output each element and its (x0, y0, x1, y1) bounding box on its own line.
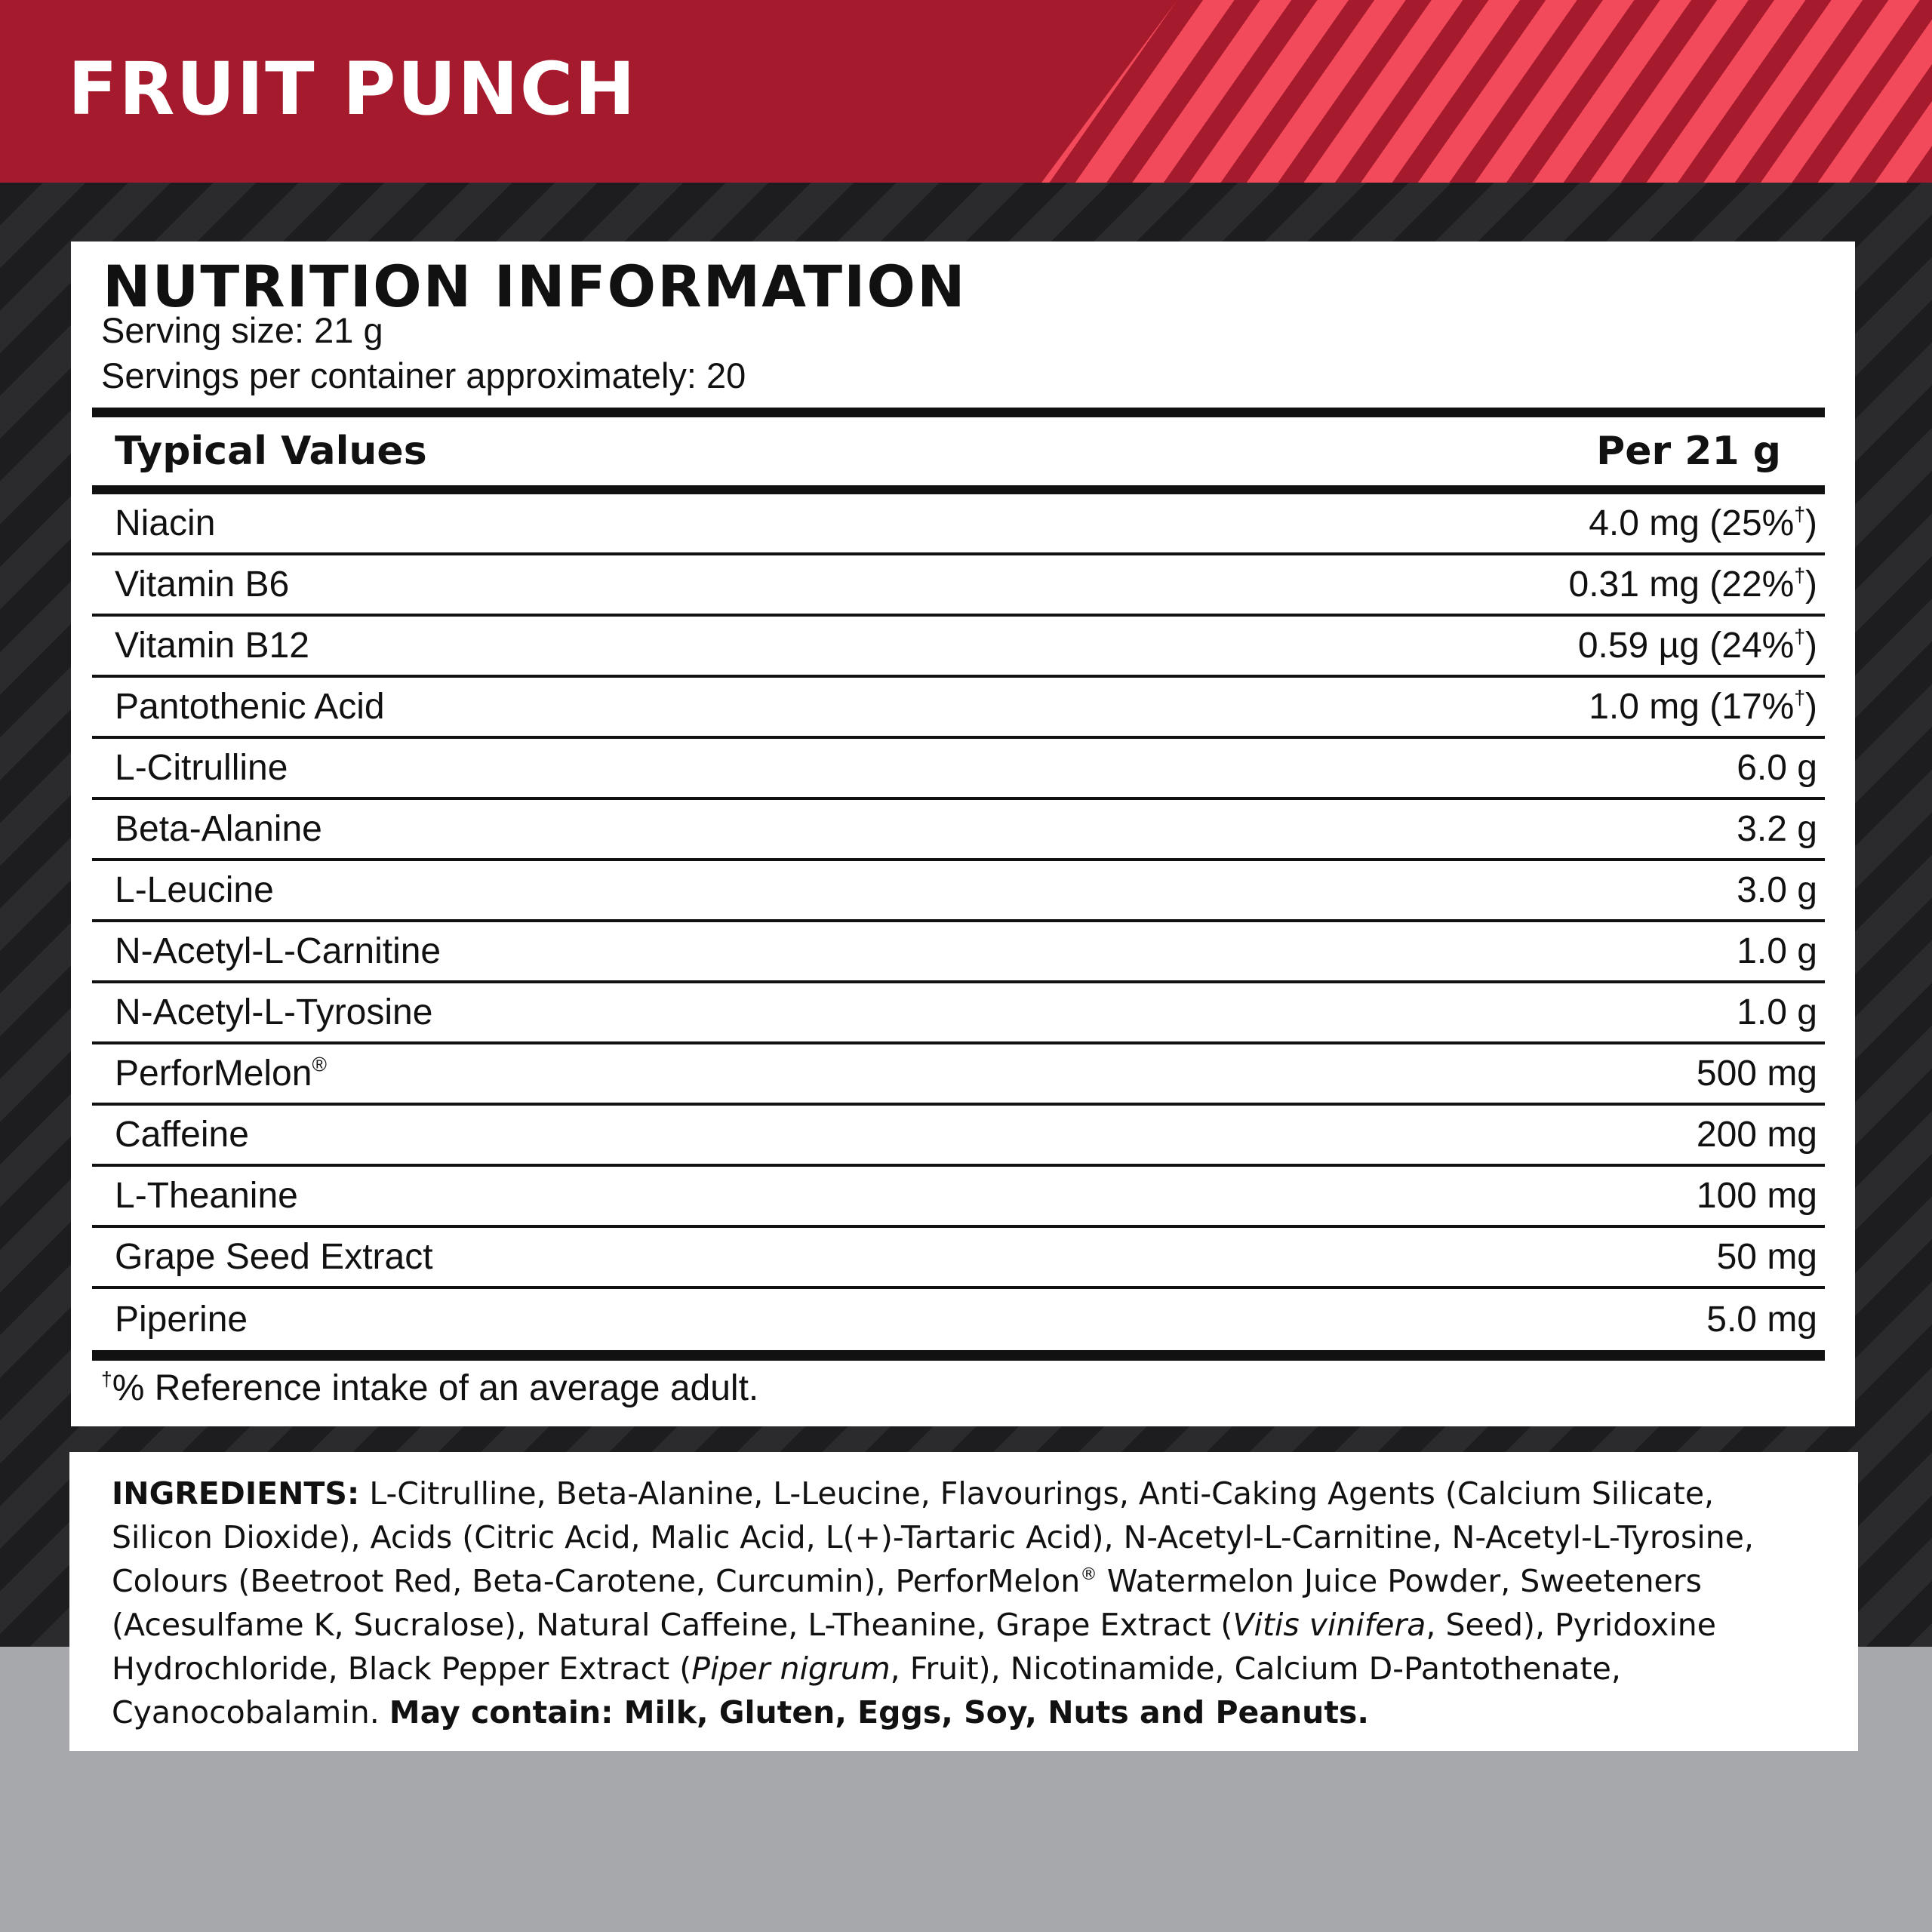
nutrient-value (1737, 869, 1817, 911)
nutrient-name (115, 1175, 298, 1217)
footnote-dagger: † (101, 1367, 112, 1391)
nutrient-name (115, 1236, 433, 1278)
table-body (92, 494, 1825, 1350)
nutrient-value (1737, 747, 1817, 789)
nutrient-name-text: Grape Seed Extract (115, 1237, 433, 1277)
footnote (101, 1367, 759, 1408)
nutrient-row (92, 861, 1825, 922)
nutrient-row (92, 983, 1825, 1044)
nutrient-row (92, 1106, 1825, 1167)
nutrient-name (115, 1053, 327, 1094)
nutrient-name (115, 503, 215, 544)
nutrient-name (115, 686, 385, 728)
nutrition-table (92, 408, 1825, 1361)
nutrient-value-text: 3.2 g (1737, 809, 1817, 849)
footnote-text: % Reference intake of an average adult. (112, 1368, 759, 1408)
ingredients-text: , Fruit), Nicotinamide, Calcium D-Pantothenate, Cyanocobalamin. (112, 1651, 1621, 1730)
reference-intake-mark: † (1794, 625, 1806, 648)
table-header (92, 417, 1825, 485)
nutrient-value-text: 6.0 g (1737, 748, 1817, 788)
nutrient-value (1717, 1236, 1817, 1278)
nutrient-value-tail: ) (1805, 687, 1817, 727)
nutrient-value-text: 5.0 mg (1706, 1300, 1817, 1340)
nutrient-value-text: 1.0 g (1737, 931, 1817, 971)
nutrient-value-text: 0.31 mg (22% (1568, 565, 1795, 605)
nutrient-name (115, 747, 288, 789)
nutrient-row (92, 1167, 1825, 1228)
serving-size: Serving size: 21 g (101, 310, 383, 350)
nutrient-value (1737, 808, 1817, 850)
nutrition-panel (71, 242, 1855, 1426)
nutrient-row (92, 739, 1825, 800)
nutrient-value-text: 500 mg (1696, 1054, 1817, 1094)
nutrient-value (1737, 992, 1817, 1033)
nutrient-value (1589, 503, 1817, 544)
nutrient-name-text: N-Acetyl-L-Carnitine (115, 931, 441, 971)
ingredients-latin-name: Vitis vinifera (1232, 1607, 1426, 1643)
nutrient-value-text: 4.0 mg (25% (1589, 503, 1795, 543)
header-stripes (1041, 0, 1932, 183)
ingredients-latin-name: Piper nigrum (691, 1651, 891, 1687)
nutrient-name-text: N-Acetyl-L-Tyrosine (115, 992, 433, 1032)
ingredients-panel (69, 1452, 1858, 1751)
table-rule-header (92, 485, 1825, 494)
nutrient-name-text: Vitamin B12 (115, 626, 309, 666)
nutrient-name-text: L-Theanine (115, 1176, 298, 1216)
nutrient-row (92, 678, 1825, 739)
nutrient-row (92, 1044, 1825, 1106)
nutrient-name (115, 564, 289, 605)
nutrient-row (92, 1228, 1825, 1289)
nutrient-name (115, 1299, 248, 1340)
nutrient-row (92, 555, 1825, 617)
nutrient-row (92, 617, 1825, 678)
nutrient-value-text: 1.0 g (1737, 992, 1817, 1032)
registered-mark: ® (1080, 1564, 1097, 1585)
nutrient-name-text: Piperine (115, 1300, 248, 1340)
nutrient-name-text: Vitamin B6 (115, 565, 290, 605)
nutrient-name-text: Pantothenic Acid (115, 687, 385, 727)
nutrient-row (92, 1289, 1825, 1350)
nutrient-name (115, 808, 322, 850)
reference-intake-mark: † (1794, 564, 1806, 587)
ingredients-text: L-Citrulline, Beta-Alanine, L-Leucine, Flavourings, Anti-Caking Agents (Calcium Silicate, Silicon Dioxide), Acids (Citric Acid, Malic Acid, L(+)-Tartaric Acid), N-Acetyl-L-Carnitine, N-Acetyl-L-Tyrosine, Colours (Beetroot Red, Beta-Carotene, Curcumin), PerforMelon (112, 1475, 1754, 1599)
servings-per-container: Servings per container approximately: 20 (101, 355, 746, 395)
nutrient-value (1737, 931, 1817, 972)
ingredients-label: INGREDIENTS: (112, 1475, 360, 1512)
ingredients-text: Watermelon Juice Powder, Sweeteners (Acesulfame K, Sucralose), Natural Caffeine, L-Theanine, Grape Extract ( (112, 1563, 1703, 1643)
table-rule-bottom (92, 1350, 1825, 1361)
nutrient-name-text: L-Leucine (115, 870, 274, 910)
nutrient-name (115, 1114, 249, 1155)
nutrient-value (1697, 1175, 1817, 1217)
reference-intake-mark: † (1794, 503, 1806, 526)
nutrient-name-text: PerforMelon (115, 1054, 312, 1094)
nutrient-value (1697, 1053, 1817, 1094)
flavour-title: FRUIT PUNCH (68, 47, 637, 131)
nutrient-name (115, 625, 309, 666)
reference-intake-mark: † (1794, 686, 1806, 709)
header-banner (0, 0, 1932, 183)
nutrient-value (1569, 564, 1818, 605)
nutrient-name-text: Beta-Alanine (115, 809, 322, 849)
nutrient-value (1706, 1299, 1817, 1340)
nutrient-row (92, 922, 1825, 983)
nutrient-value-tail: ) (1805, 626, 1817, 666)
nutrient-value-text: 50 mg (1716, 1237, 1817, 1277)
nutrient-name-text: L-Citrulline (115, 748, 288, 788)
nutrient-value (1697, 1114, 1817, 1155)
allergen-statement: May contain: Milk, Gluten, Eggs, Soy, Nuts and Peanuts. (389, 1694, 1369, 1730)
nutrient-value (1578, 625, 1817, 666)
nutrient-value-text: 3.0 g (1737, 870, 1817, 910)
nutrient-name-text: Caffeine (115, 1115, 249, 1155)
nutrient-value-tail: ) (1805, 503, 1817, 543)
nutrient-value-tail: ) (1805, 565, 1817, 605)
nutrient-name (115, 869, 274, 911)
nutrient-name-text: Niacin (115, 503, 216, 543)
registered-mark: ® (312, 1053, 327, 1076)
ingredients-text: , Seed), Pyridoxine Hydrochloride, Black Pepper Extract ( (112, 1607, 1716, 1687)
nutrient-row (92, 494, 1825, 555)
nutrient-value (1589, 686, 1817, 728)
nutrient-name (115, 931, 441, 972)
nutrient-value-text: 200 mg (1696, 1115, 1817, 1155)
nutrient-value-text: 1.0 mg (17% (1589, 687, 1795, 727)
table-rule-top (92, 408, 1825, 417)
nutrient-value-text: 100 mg (1696, 1176, 1817, 1216)
nutrient-name (115, 992, 432, 1033)
nutrient-row (92, 800, 1825, 861)
column-header-value: Per 21 g (1596, 429, 1781, 474)
column-header-name: Typical Values (115, 429, 427, 474)
nutrition-title: NUTRITION INFORMATION (103, 253, 967, 320)
nutrient-value-text: 0.59 µg (24% (1577, 626, 1795, 666)
